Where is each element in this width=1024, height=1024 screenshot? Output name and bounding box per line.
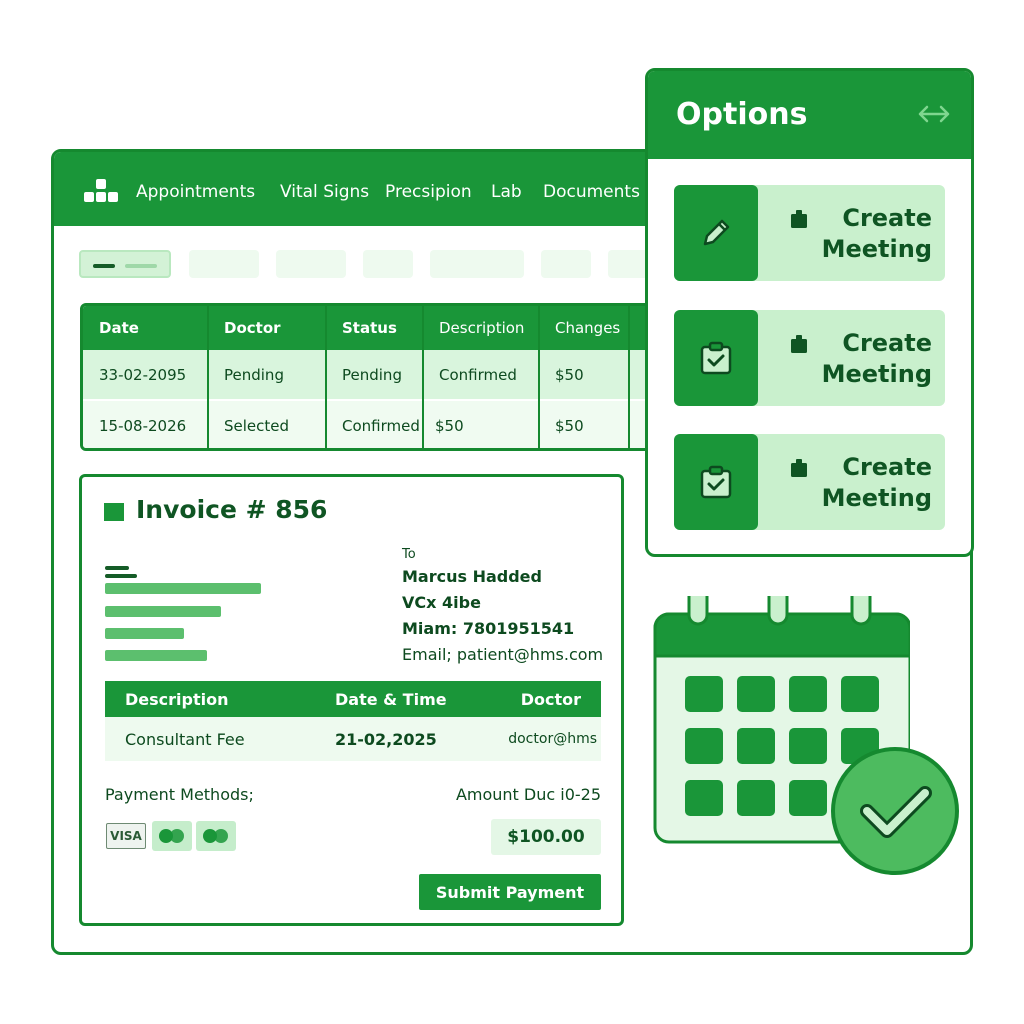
opt-icon-box xyxy=(674,434,758,530)
placeholder-line xyxy=(105,606,221,617)
payment-methods-label: Payment Methods; xyxy=(105,785,254,804)
table-cell: 15-08-2026 xyxy=(99,416,187,435)
column-header[interactable]: Doctor xyxy=(224,319,281,337)
table-cell: $50 xyxy=(555,416,584,435)
table-header-row xyxy=(83,306,677,350)
opt-icon-box xyxy=(674,310,758,406)
pencil-icon xyxy=(696,213,736,253)
toolbar-tab[interactable] xyxy=(608,250,648,278)
appointments-table xyxy=(80,303,680,451)
toolbar-tab[interactable] xyxy=(189,250,259,278)
placeholder-line xyxy=(105,566,129,570)
table-cell: $50 xyxy=(555,365,584,384)
toolbar-tab[interactable] xyxy=(363,250,413,278)
recipient-name: Marcus Hadded xyxy=(402,567,542,586)
pill-bar-light xyxy=(125,264,157,268)
create-meeting-button[interactable] xyxy=(674,434,945,530)
toolbar-tab[interactable] xyxy=(430,250,524,278)
recipient-email: Email; patient@hms.com xyxy=(402,645,604,664)
table-cell: Confirmed xyxy=(439,365,517,384)
column-divider xyxy=(628,306,630,448)
column-divider xyxy=(422,306,424,448)
toolbar-tab[interactable] xyxy=(276,250,346,278)
clipboard-check-icon xyxy=(699,340,733,376)
invoice-table-header xyxy=(105,681,601,717)
submit-payment-button[interactable]: Submit Payment xyxy=(419,874,601,910)
clipboard-check-icon xyxy=(699,464,733,500)
options-panel xyxy=(645,68,974,557)
column-divider xyxy=(207,306,209,448)
options-title: Options xyxy=(676,97,808,132)
table-cell: Selected xyxy=(224,416,290,435)
amount-value: $100.00 xyxy=(491,819,601,855)
mastercard-icon[interactable] xyxy=(152,821,192,851)
table-cell: 33-02-2095 xyxy=(99,365,187,384)
toolbar-tab[interactable] xyxy=(541,250,591,278)
column-divider xyxy=(325,306,327,448)
placeholder-line xyxy=(105,583,261,594)
column-header: Date & Time xyxy=(335,689,447,709)
nav-item-vital-signs[interactable]: Vital Signs xyxy=(280,182,370,202)
invoice-card xyxy=(79,474,624,926)
expand-arrows-icon[interactable] xyxy=(917,101,951,127)
create-meeting-button[interactable] xyxy=(674,185,945,281)
option-label: Create Meeting xyxy=(821,453,932,512)
placeholder-line xyxy=(105,650,207,661)
mastercard-icon[interactable] xyxy=(196,821,236,851)
to-label: To xyxy=(402,547,416,562)
item-description: Consultant Fee xyxy=(125,729,245,749)
column-divider xyxy=(538,306,540,448)
column-header: Description xyxy=(125,689,229,709)
column-header[interactable]: Status xyxy=(342,319,397,337)
invoice-title: Invoice # 856 xyxy=(136,495,328,524)
invoice-table-row xyxy=(105,717,601,761)
recipient-address: VCx 4ibe xyxy=(402,593,481,612)
column-header[interactable]: Date xyxy=(99,319,139,337)
options-header xyxy=(648,71,971,159)
nav-item-lab[interactable]: Lab xyxy=(491,182,522,202)
item-doctor: doctor@hms xyxy=(508,731,597,747)
placeholder-line xyxy=(105,574,137,578)
column-header[interactable]: Description xyxy=(439,319,525,337)
table-cell: Pending xyxy=(342,365,402,384)
item-datetime: 21-02,2025 xyxy=(335,729,437,749)
visa-card-icon[interactable]: VISA xyxy=(106,823,146,849)
invoice-square-icon xyxy=(104,503,124,521)
table-cell: Confirmed xyxy=(342,416,420,435)
table-cell: $50 xyxy=(435,416,464,435)
option-label: Create Meeting xyxy=(821,204,932,263)
opt-icon-box xyxy=(674,185,758,281)
create-meeting-button[interactable] xyxy=(674,310,945,406)
table-cell: Pending xyxy=(224,365,284,384)
column-header: Doctor xyxy=(520,689,581,709)
column-header[interactable]: Changes xyxy=(555,319,621,337)
nav-item-appointments[interactable]: Appointments xyxy=(136,182,256,202)
recipient-phone: Miam: 7801951541 xyxy=(402,619,575,638)
table-row[interactable] xyxy=(83,401,677,450)
pill-bar-dark xyxy=(93,264,115,268)
nav-item-documents[interactable]: Documents xyxy=(543,182,640,202)
nav-item-prescription[interactable]: Precsipion xyxy=(385,182,472,202)
toolbar-tab-active[interactable] xyxy=(79,250,171,278)
invoice-items-table xyxy=(105,681,601,761)
app-logo-icon[interactable] xyxy=(84,179,120,205)
amount-due-label: Amount Duc i0-25 xyxy=(455,785,601,804)
placeholder-line xyxy=(105,628,184,639)
table-row[interactable] xyxy=(83,350,677,399)
option-label: Create Meeting xyxy=(821,329,932,388)
checkmark-badge-icon xyxy=(829,747,961,877)
